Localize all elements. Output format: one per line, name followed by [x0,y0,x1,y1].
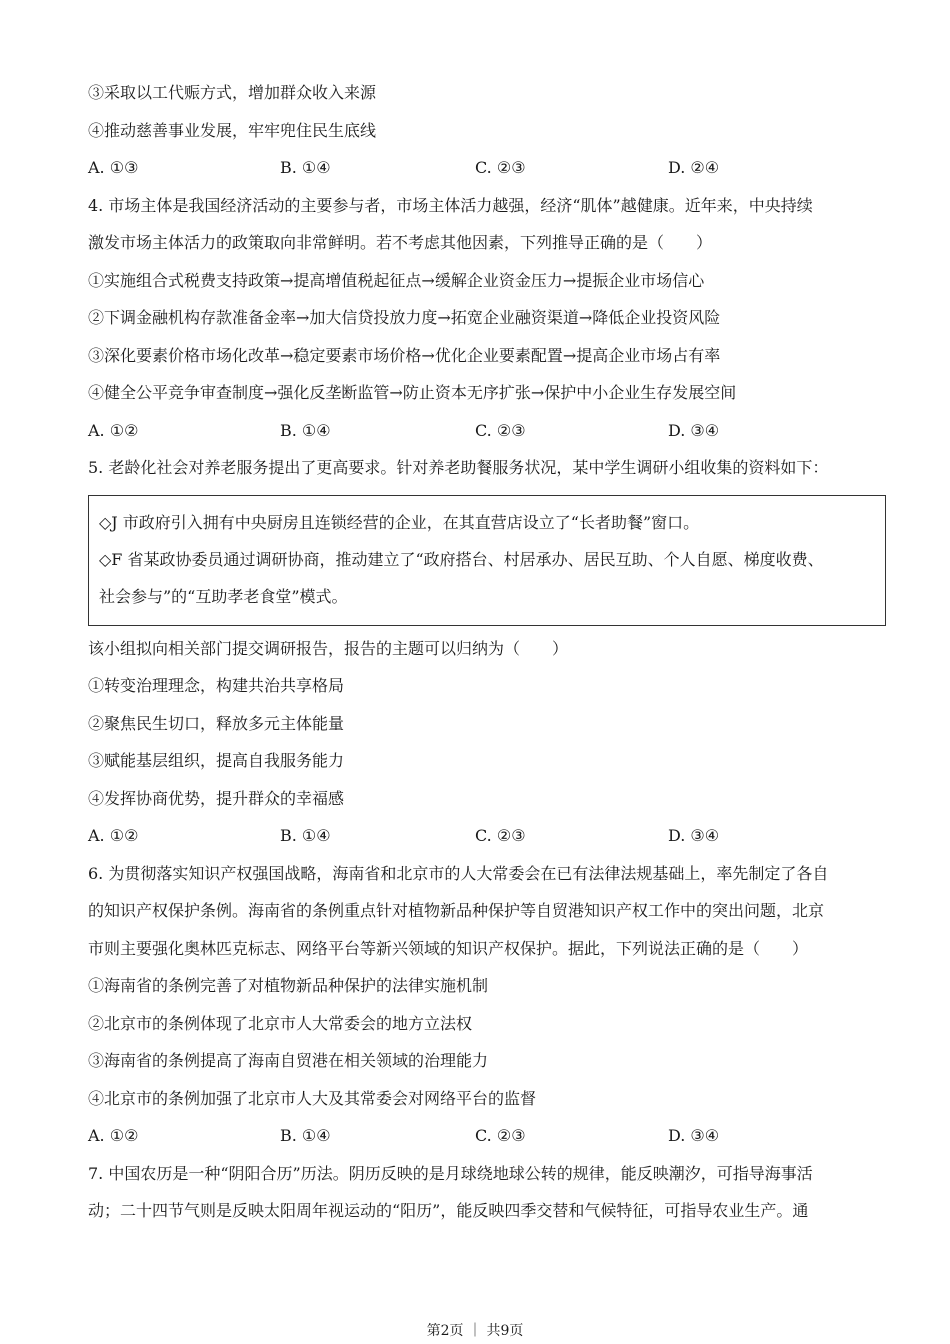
option-line: ③赋能基层组织，提高自我服务能力 [88,751,345,770]
choice-b: B. ①④ [280,158,331,177]
choice-a: A. ①② [88,1126,139,1145]
answer-choices [88,416,888,454]
option-line: ④发挥协商优势，提升群众的幸福感 [88,788,345,808]
material-box [88,495,886,626]
option-line: ②聚焦民生切口，释放多元主体能量 [88,713,345,733]
choice-d: D. ②④ [668,158,720,177]
choice-c: C. ②③ [475,158,526,177]
question-stem: 激发市场主体活力的政策取向非常鲜明。若不考虑其他因素，下列推导正确的是（ ） [88,233,713,252]
choice-b: B. ①④ [280,826,331,845]
choice-d: D. ③④ [668,420,720,440]
choice-b: B. ①④ [280,1126,331,1145]
page-footer: 第2页 ｜ 共9页 [426,1323,524,1339]
question-stem: 4. 市场主体是我国经济活动的主要参与者，市场主体活力越强，经济“肌体”越健康。近年来，中央持续 [88,195,813,215]
answer-choices [88,1121,888,1159]
question-7 [88,1159,888,1234]
option-line: ④北京市的条例加强了北京市人大及其常委会对网络平台的监督 [88,1088,537,1108]
question-stem: 7. 中国农历是一种“阴阳合历”历法。阴历反映的是月球绕地球公转的规律，能反映潮汐，可指导海事活 [88,1163,813,1183]
option-line: ①转变治理理念，构建共治共享格局 [88,676,345,695]
option-line: ①实施组合式税费支持政策→提高增值税起征点→缓解企业资金压力→提振企业市场信心 [88,270,705,290]
choice-a: A. ①② [88,420,139,440]
choice-a: A. ①② [88,826,139,845]
choice-c: C. ②③ [475,1126,526,1145]
question-stem: 的知识产权保护条例。海南省的条例重点针对植物新品种保护等自贸港知识产权工作中的突出问题，北京 [88,901,825,920]
question-prompt: 该小组拟向相关部门提交调研报告，报告的主题可以归纳为（ ） [88,638,569,658]
question-stem: 5. 老龄化社会对养老服务提出了更高要求。针对养老助餐服务状况，某中学生调研小组收集的资料如下： [88,458,829,477]
choice-c: C. ②③ [475,420,526,440]
question-4 [88,191,888,454]
question-stem: 市则主要强化奥林匹克标志、网络平台等新兴领域的知识产权保护。据此，下列说法正确的是（ ） [88,938,809,958]
question-6 [88,859,888,1159]
answer-choices [88,153,888,191]
option-line: ③海南省的条例提高了海南自贸港在相关领域的治理能力 [88,1051,489,1070]
option-line: ③深化要素价格市场化改革→稳定要素市场价格→优化企业要素配置→提高企业市场占有率 [88,345,721,365]
choice-d: D. ③④ [668,826,720,845]
question-stem: 动；二十四节气则是反映太阳周年视运动的“阳历”，能反映四季交替和气候特征，可指导农业生产。通 [88,1201,809,1220]
material-line: ◇F 省某政协委员通过调研协商，推动建立了“政府搭台、村居承办、居民互助、个人自愿、梯度收费、 [99,549,824,569]
question-5 [88,453,888,859]
option-line: ④健全公平竞争审查制度→强化反垄断监管→防止资本无序扩张→保护中小企业生存发展空间 [88,383,737,402]
choice-a: A. ①③ [88,158,139,177]
option-line: ②下调金融机构存款准备金率→加大信贷投放力度→拓宽企业融资渠道→降低企业投资风险 [88,308,721,327]
option-line: ①海南省的条例完善了对植物新品种保护的法律实施机制 [88,976,489,995]
choice-c: C. ②③ [475,826,526,845]
material-line: ◇J 市政府引入拥有中央厨房且连锁经营的企业，在其直营店设立了“长者助餐”窗口。 [99,512,700,532]
answer-choices [88,821,888,859]
option-line: ④推动慈善事业发展，牢牢兜住民生底线 [88,120,377,140]
choice-b: B. ①④ [280,420,331,440]
question-stem: 6. 为贯彻落实知识产权强国战略，海南省和北京市的人大常委会在已有法律法规基础上，率先制定了各自 [88,863,829,883]
material-line: 社会参与”的“互助孝老食堂”模式。 [99,586,348,606]
option-line: ②北京市的条例体现了北京市人大常委会的地方立法权 [88,1013,473,1033]
option-line: ③采取以工代赈方式，增加群众收入来源 [88,83,377,102]
page-content [88,78,888,1234]
choice-d: D. ③④ [668,1126,720,1145]
